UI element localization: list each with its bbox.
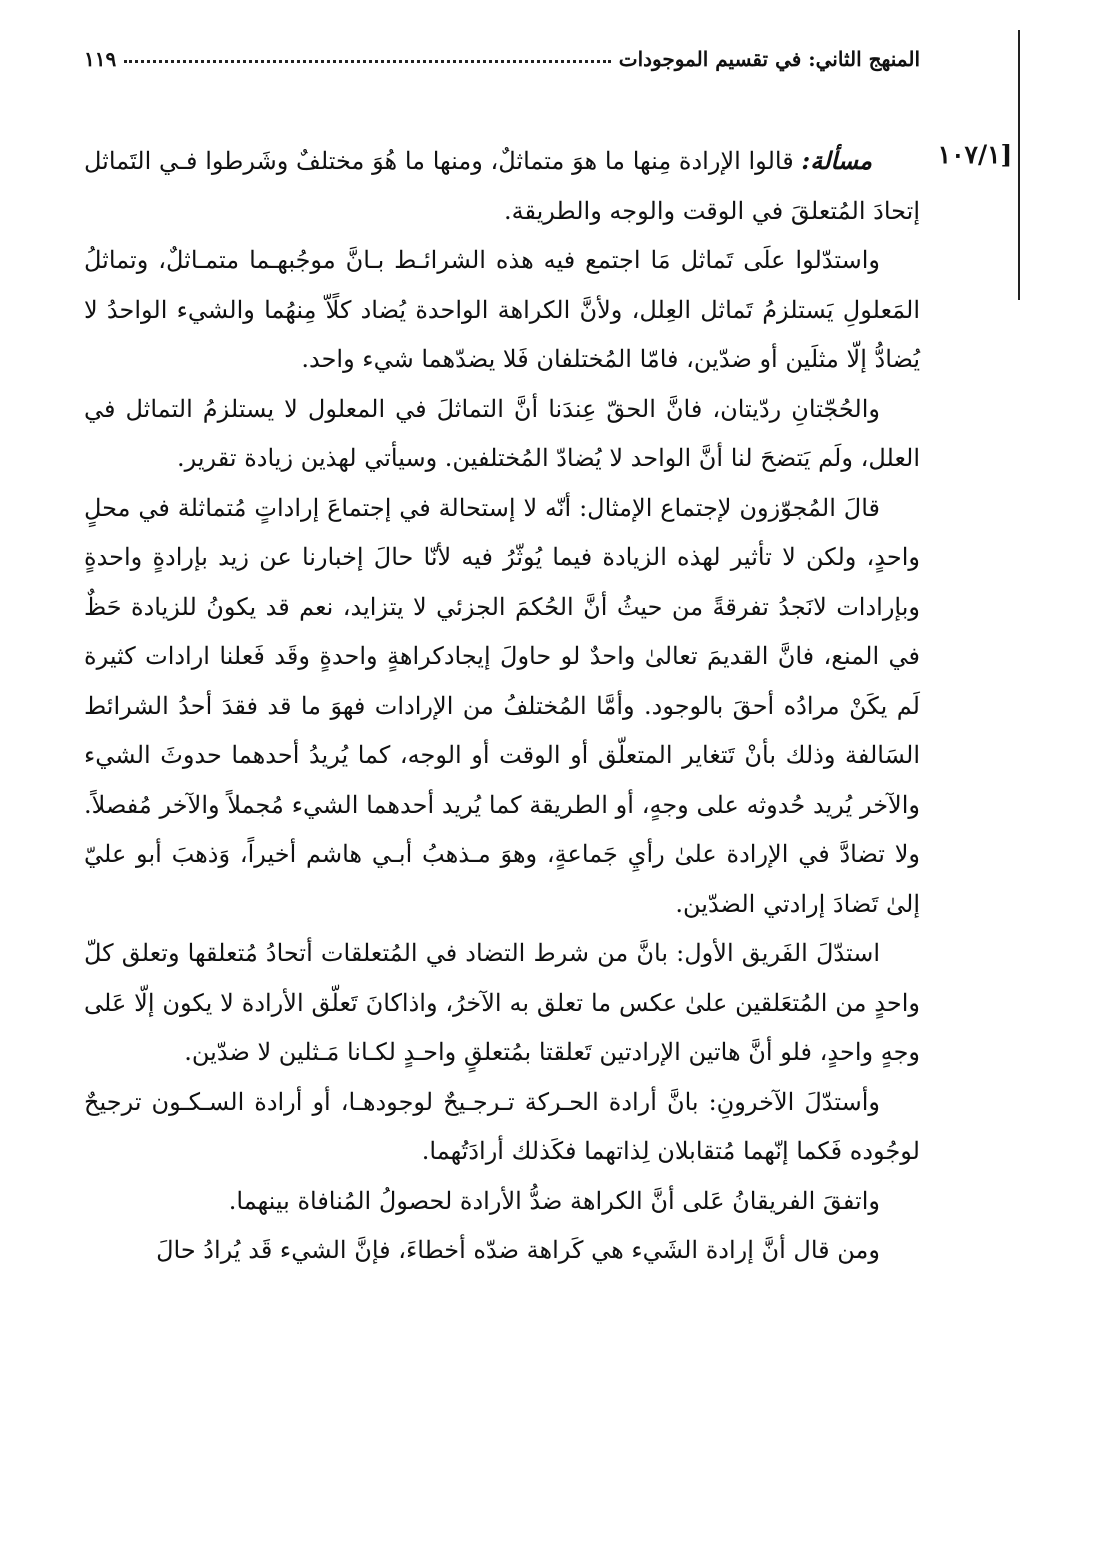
issue-label: مسألة: <box>801 146 873 175</box>
paragraph-6: وأستدّلَ الآخرونِ: بانَّ أرادة الحـركة تـرجـيحٌ لوجودهـا، أو أرادة السـكـون ترجيحٌ لوجُوده فَكما إنّهما مُتقابلان لِذاتهما فكَذلك أرادَتُهما. <box>84 1087 920 1165</box>
paragraph-7: واتفقَ الفريقانُ عَلى أنَّ الكراهة ضدُّ الأرادة لحصولُ المُنافاة بينهما. <box>228 1186 880 1215</box>
paragraph-1 <box>84 136 920 236</box>
body-text <box>84 136 920 1276</box>
running-header <box>84 42 920 76</box>
header-title: المنهج الثاني: في تقسيم الموجودات <box>618 47 920 71</box>
paragraph-8: ومن قال أنَّ إرادة الشَيء هي كَراهة ضدّه أخطاءَ، فإنَّ الشيء قَد يُرادُ حالَ <box>156 1236 880 1264</box>
paragraph-5: استدّلَ الفَريق الأول: بانَّ من شرط التضاد في المُتعلقات أتحادُ مُتعلقها وتعلق كلّ واحدٍ من المُتعَلقين علىٰ عكس ما تعلق به الآخرُ، واذاكانَ تَعلّق الأرادة لا يكون إلّا عَلى وجهٍ واحدٍ، فلو أنَّ هاتين الإرادتين تَعلقتا بمُتعلقٍ واحـدٍ لكـانا مَـثلين لا ضدّين. <box>84 939 920 1066</box>
header-dot-leader <box>124 56 611 63</box>
page-number: ١١٩ <box>84 47 117 71</box>
paragraph-4: قالَ المُجوّزون لإجتماع الإمثال: أنّه لا إستحالة في إجتماعَ إراداتٍ مُتماثلة في محلٍ واحدٍ، ولكن لا تأثير لهذه الزيادة فيما يُوثّرُ فيه لأنّا حالَ إخبارنا عن زيد بإرادةٍ واحدةٍ وبإرادات لانَجدُ تفرقةً من حيثُ أنَّ الحُكمَ الجزئي لا يتزايد، نعم قد يكونُ للزيادة حَظٌ في المنع، فانَّ القديمَ تعالىٰ واحدٌ لو حاولَ إيجادكراهةٍ واحدةٍ وقَد فَعلنا ارادات كثيرة لَم يكَنْ مرادُه أحقَ بالوجود. وأمَّا المُختلفُ من الإرادات فهوَ ما قد فقدَ أحدُ الشرائط السَالفة وذلك بأنْ تَتغاير المتعلّق أو الوقت أو الوجه، كما يُريدُ أحدهما حدوثَ الشيء والآخر يُريد حُدوثه على وجهٍ، أو الطريقة كما يُريد أحدهما الشيء مُجملاً والآخر مُفصلاً. ولا تضادَّ في الإرادة علىٰ رأيِ جَماعةٍ، وهوَ مـذهبُ أبـي هاشم أخيراً، وَذهبَ أبو عليّ إلىٰ تَضادَ إرادتي الضدّين. <box>84 493 920 918</box>
paragraph-1-text: قالوا الإرادة مِنها ما هوَ متماثلٌ، ومنها ما هُوَ مختلفٌ وشَرطوا فـي التَماثل إتحادَ المُتعلقَ في الوقت والوجه والطريقة. <box>84 147 920 225</box>
section-reference: [١٠٧/١ <box>937 140 1013 169</box>
margin-rule <box>1018 30 1020 300</box>
paragraph-3: والحُجّتانِ ردّيتان، فانَّ الحقّ عِندَنا أنَّ التماثلَ في المعلول لا يستلزمُ التماثل في العلل، ولَم يَتضحَ لنا أنَّ الواحد لا يُضادّ المُختلفين. وسيأتي لهذين زيادة تقرير. <box>84 394 920 472</box>
paragraph-2: واستدّلوا علَى تَماثل مَا اجتمع فيه هذه الشرائـط بـانَّ موجُبهـما متمـاثلٌ، وتماثلُ المَعلولِ يَستلزمُ تَماثل العِلل، ولأنَّ الكراهة الواحدة يُضاد كلًاّ مِنهُما والشيء الواحدُ لا يُضادُّ إلّا مثلَين أو ضدّين، فامّا المُختلفان فَلا يضدّهما شيء واحد. <box>84 246 920 373</box>
